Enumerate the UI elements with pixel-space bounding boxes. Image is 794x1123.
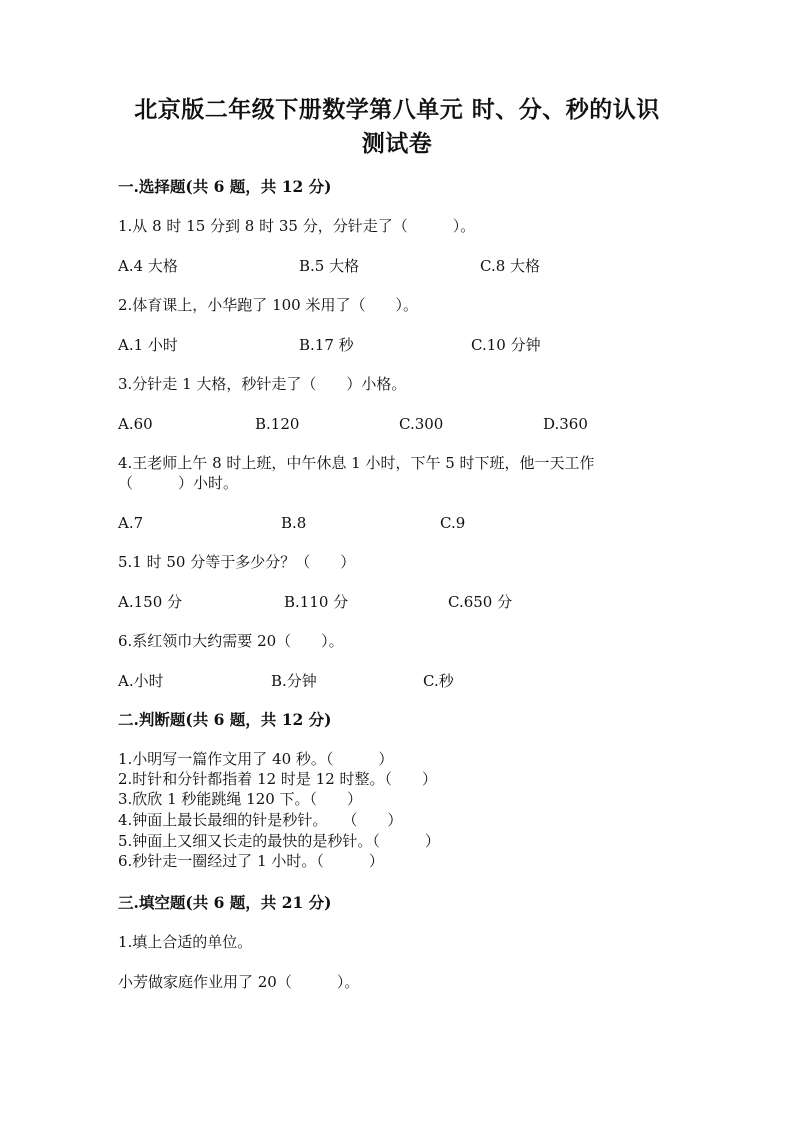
q6-option-a: A.小时 bbox=[118, 672, 164, 690]
q5-option-b: B.110 分 bbox=[284, 593, 349, 611]
fill-question-1-sub: 小芳做家庭作业用了 20（ ）。 bbox=[118, 973, 360, 991]
judge-item-1: 1.小明写一篇作文用了 40 秒。（ ） bbox=[118, 750, 394, 768]
exam-title-line2: 测试卷 bbox=[361, 130, 433, 157]
section-heading-choice: 一.选择题(共 6 题，共 12 分) bbox=[118, 177, 332, 196]
question-4-line2: （ ）小时。 bbox=[118, 474, 239, 492]
q4-option-b: B.8 bbox=[281, 514, 307, 532]
judge-item-6: 6.秒针走一圈经过了 1 小时。（ ） bbox=[118, 852, 384, 870]
q2-option-b: B.17 秒 bbox=[299, 336, 354, 354]
q5-option-c: C.650 分 bbox=[448, 593, 513, 611]
q4-option-a: A.7 bbox=[118, 514, 144, 532]
question-3: 3.分针走 1 大格，秒针走了（ ）小格。 bbox=[118, 375, 407, 393]
q3-option-c: C.300 bbox=[399, 415, 444, 433]
question-5: 5.1 时 50 分等于多少分？（ ） bbox=[118, 553, 356, 571]
q3-option-b: B.120 bbox=[255, 415, 300, 433]
q1-option-c: C.8 大格 bbox=[480, 257, 541, 275]
question-4: 4.王老师上午 8 时上班，中午休息 1 小时，下午 5 时下班，他一天工作 bbox=[118, 454, 595, 472]
question-2: 2.体育课上，小华跑了 100 米用了（ ）。 bbox=[118, 296, 418, 314]
judge-item-4: 4.钟面上最长最细的针是秒针。 （ ） bbox=[118, 811, 403, 829]
q2-option-a: A.1 小时 bbox=[118, 336, 178, 354]
q1-option-b: B.5 大格 bbox=[299, 257, 360, 275]
exam-title: 北京版二年级下册数学第八单元 时、分、秒的认识 bbox=[134, 96, 660, 123]
question-1: 1.从 8 时 15 分到 8 时 35 分，分针走了（ ）。 bbox=[118, 217, 476, 235]
judge-item-5: 5.钟面上又细又长走的最快的是秒针。（ ） bbox=[118, 832, 440, 850]
q6-option-c: C.秒 bbox=[423, 672, 454, 690]
question-6: 6.系红领巾大约需要 20（ ）。 bbox=[118, 632, 344, 650]
judge-item-3: 3.欣欣 1 秒能跳绳 120 下。（ ） bbox=[118, 790, 363, 808]
q6-option-b: B.分钟 bbox=[271, 672, 317, 690]
q5-option-a: A.150 分 bbox=[118, 593, 182, 611]
judge-item-2: 2.时针和分针都指着 12 时是 12 时整。（ ） bbox=[118, 770, 438, 788]
q3-option-a: A.60 bbox=[118, 415, 153, 433]
q4-option-c: C.9 bbox=[440, 514, 466, 532]
section-heading-judge: 二.判断题(共 6 题，共 12 分) bbox=[118, 710, 332, 729]
q1-option-a: A.4 大格 bbox=[118, 257, 178, 275]
q2-option-c: C.10 分钟 bbox=[471, 336, 541, 354]
fill-question-1: 1.填上合适的单位。 bbox=[118, 933, 253, 951]
section-heading-fill: 三.填空题(共 6 题，共 21 分) bbox=[118, 893, 332, 912]
q3-option-d: D.360 bbox=[543, 415, 588, 433]
